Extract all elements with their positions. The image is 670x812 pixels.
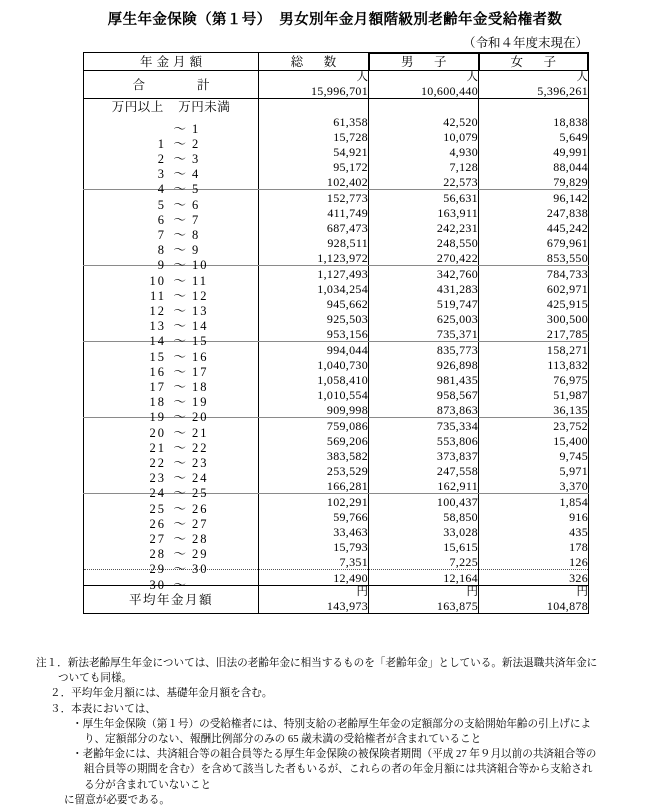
average-amount-male: 円 163,875 xyxy=(369,586,479,614)
row-total: 166,281 xyxy=(259,478,369,494)
range-lower: 28 xyxy=(149,546,166,561)
row-total: 1,040,730 xyxy=(259,357,369,372)
range-lower: 5 xyxy=(157,197,166,212)
range-tilde: 〜 xyxy=(173,546,187,561)
row-range xyxy=(84,524,259,546)
range-tilde: 〜 xyxy=(173,197,187,212)
range-lower: 6 xyxy=(157,212,166,227)
row-range xyxy=(84,387,259,409)
table-row xyxy=(84,478,589,494)
table-row xyxy=(84,296,589,311)
range-tilde: 〜 xyxy=(173,227,187,242)
range-upper: 4 xyxy=(192,166,201,181)
row-female: 247,838 xyxy=(479,205,589,220)
row-male: 735,334 xyxy=(369,418,479,434)
row-total: 925,503 xyxy=(259,311,369,326)
row-range xyxy=(84,114,259,136)
table-row xyxy=(84,174,589,190)
row-range xyxy=(84,554,259,576)
row-range xyxy=(84,433,259,455)
row-total: 1,127,493 xyxy=(259,266,369,282)
row-total: 1,058,410 xyxy=(259,372,369,387)
row-male: 10,079 xyxy=(369,129,479,144)
row-male: 4,930 xyxy=(369,144,479,159)
range-lower: 4 xyxy=(157,181,166,196)
row-range xyxy=(84,174,259,196)
row-female: 300,500 xyxy=(479,311,589,326)
range-upper: 13 xyxy=(192,303,209,318)
row-female: 15,400 xyxy=(479,433,589,448)
range-tilde: 〜 xyxy=(173,333,187,348)
table-header-row xyxy=(84,53,589,71)
range-subheader-spacer-total xyxy=(259,99,369,115)
row-range xyxy=(84,539,259,561)
range-tilde: 〜 xyxy=(173,212,187,227)
range-lower: 24 xyxy=(149,485,166,500)
row-total: 152,773 xyxy=(259,190,369,206)
range-tilde: 〜 xyxy=(173,136,187,151)
pension-statistics-table xyxy=(83,52,589,614)
range-lower: 11 xyxy=(149,288,166,303)
range-tilde: 〜 xyxy=(173,470,187,485)
row-range xyxy=(84,326,259,348)
row-total: 7,351 xyxy=(259,554,369,570)
row-male: 242,231 xyxy=(369,220,479,235)
range-subheader: 万円以上 万円未満 xyxy=(84,99,259,115)
range-upper: 6 xyxy=(192,197,201,212)
range-upper: 29 xyxy=(192,546,209,561)
row-male: 553,806 xyxy=(369,433,479,448)
range-upper: 9 xyxy=(192,242,201,257)
range-upper: 25 xyxy=(192,485,209,500)
row-male: 247,558 xyxy=(369,463,479,478)
table-row xyxy=(84,235,589,250)
row-female: 96,142 xyxy=(479,190,589,206)
note-line: ・老齢年金には、共済組合等の組合員等たる厚生年金保険の被保険者期間（平成 27 年９月以前の共済組合等の xyxy=(72,749,597,761)
table-row xyxy=(84,205,589,220)
table-row xyxy=(84,448,589,463)
range-lower: 30 xyxy=(149,577,166,592)
row-range xyxy=(84,144,259,166)
row-male: 342,760 xyxy=(369,266,479,282)
table-row xyxy=(84,463,589,478)
row-female: 126 xyxy=(479,554,589,570)
range-lower: 3 xyxy=(157,166,166,181)
header-female: 女 子 xyxy=(479,53,589,71)
row-female: 602,971 xyxy=(479,281,589,296)
row-male: 42,520 xyxy=(369,114,479,129)
note-line: ３．本表においては、 xyxy=(50,703,156,715)
as-of-date: （令和４年度末現在） xyxy=(462,36,588,50)
range-tilde: 〜 xyxy=(173,273,187,288)
row-range xyxy=(84,418,259,440)
range-tilde: 〜 xyxy=(173,121,187,136)
row-male: 56,631 xyxy=(369,190,479,206)
range-tilde: 〜 xyxy=(173,257,187,272)
row-range xyxy=(84,463,259,485)
range-upper: 10 xyxy=(192,257,209,272)
row-male: 981,435 xyxy=(369,372,479,387)
range-tilde: 〜 xyxy=(173,288,187,303)
range-lower: 7 xyxy=(157,227,166,242)
table-total-row xyxy=(84,71,589,99)
row-female: 88,044 xyxy=(479,159,589,174)
range-tilde: 〜 xyxy=(173,425,187,440)
row-female: 36,135 xyxy=(479,402,589,418)
row-range xyxy=(84,478,259,500)
note-line: り、定額部分のない、報酬比例部分のみの 65 歳未満の受給権者が含まれていること xyxy=(84,734,482,746)
range-lower: 26 xyxy=(149,516,166,531)
row-total: 411,749 xyxy=(259,205,369,220)
row-total: 102,291 xyxy=(259,494,369,510)
range-upper: 5 xyxy=(192,181,201,196)
row-male: 22,573 xyxy=(369,174,479,190)
row-male: 519,747 xyxy=(369,296,479,311)
range-lower: 23 xyxy=(149,470,166,485)
row-total: 1,034,254 xyxy=(259,281,369,296)
row-male: 58,850 xyxy=(369,509,479,524)
row-range xyxy=(84,159,259,181)
row-range xyxy=(84,372,259,394)
statistics-table-container xyxy=(83,52,588,614)
range-upper: 30 xyxy=(192,561,209,576)
range-tilde: 〜 xyxy=(173,455,187,470)
range-lower: 16 xyxy=(149,364,166,379)
range-upper: 15 xyxy=(192,333,209,348)
row-range xyxy=(84,190,259,212)
page-title: 厚生年金保険（第１号） 男女別年金月額階級別老齢年金受給権者数 xyxy=(107,12,563,28)
row-female: 79,829 xyxy=(479,174,589,190)
footnotes xyxy=(36,656,646,808)
range-lower: 10 xyxy=(149,273,166,288)
range-tilde: 〜 xyxy=(173,516,187,531)
table-row xyxy=(84,144,589,159)
range-lower: 21 xyxy=(149,440,166,455)
range-upper: 17 xyxy=(192,364,209,379)
range-subheader-spacer-male xyxy=(369,99,479,115)
row-total: 569,206 xyxy=(259,433,369,448)
row-female: 435 xyxy=(479,524,589,539)
range-subheader-spacer-female xyxy=(479,99,589,115)
table-row xyxy=(84,114,589,129)
total-label: 合 計 xyxy=(84,71,259,99)
row-range xyxy=(84,448,259,470)
average-amount-female: 円 104,878 xyxy=(479,586,589,614)
row-male: 835,773 xyxy=(369,342,479,358)
note-line: ついても同様。 xyxy=(58,673,133,685)
range-lower: 18 xyxy=(149,394,166,409)
row-total: 253,529 xyxy=(259,463,369,478)
range-tilde: 〜 xyxy=(173,409,187,424)
range-lower: 15 xyxy=(149,349,166,364)
range-tilde: 〜 xyxy=(173,440,187,455)
row-range xyxy=(84,281,259,303)
table-row xyxy=(84,402,589,418)
row-male: 873,863 xyxy=(369,402,479,418)
row-female: 178 xyxy=(479,539,589,554)
row-female: 916 xyxy=(479,509,589,524)
table-row xyxy=(84,418,589,434)
row-male: 270,422 xyxy=(369,250,479,266)
range-tilde: 〜 xyxy=(173,242,187,257)
row-female: 76,975 xyxy=(479,372,589,387)
row-female: 23,752 xyxy=(479,418,589,434)
row-total: 15,793 xyxy=(259,539,369,554)
row-male: 735,371 xyxy=(369,326,479,342)
range-tilde: 〜 xyxy=(173,151,187,166)
range-upper: 19 xyxy=(192,394,209,409)
row-total: 61,358 xyxy=(259,114,369,129)
row-female: 49,991 xyxy=(479,144,589,159)
note-line: る分が含まれていないこと xyxy=(84,779,212,791)
range-lower: 2 xyxy=(157,151,166,166)
table-row xyxy=(84,494,589,510)
table-row xyxy=(84,509,589,524)
table-row xyxy=(84,554,589,570)
row-total: 1,123,972 xyxy=(259,250,369,266)
range-upper: 28 xyxy=(192,531,209,546)
row-female: 113,832 xyxy=(479,357,589,372)
range-lower: 29 xyxy=(149,561,166,576)
row-male: 373,837 xyxy=(369,448,479,463)
range-upper: 24 xyxy=(192,470,209,485)
row-total: 994,044 xyxy=(259,342,369,358)
row-male: 958,567 xyxy=(369,387,479,402)
table-row xyxy=(84,281,589,296)
row-total: 102,402 xyxy=(259,174,369,190)
range-tilde: 〜 xyxy=(173,318,187,333)
row-range xyxy=(84,220,259,242)
note-line: 注１．新法老齢厚生年金については、旧法の老齢年金に相当するものを「老齢年金」としている。新法退職共済年金に xyxy=(36,658,598,669)
row-male: 431,283 xyxy=(369,281,479,296)
range-tilde: 〜 xyxy=(173,379,187,394)
range-tilde: 〜 xyxy=(173,531,187,546)
range-lower: 20 xyxy=(149,425,166,440)
total-count-male: 人 10,600,440 xyxy=(369,71,479,99)
note-line: に留意が必要である。 xyxy=(64,794,170,806)
range-upper: 26 xyxy=(192,501,209,516)
row-female: 784,733 xyxy=(479,266,589,282)
row-female: 425,915 xyxy=(479,296,589,311)
range-upper: 1 xyxy=(192,121,201,136)
range-upper: 11 xyxy=(192,273,209,288)
row-total: 945,662 xyxy=(259,296,369,311)
row-range xyxy=(84,311,259,333)
range-upper: 14 xyxy=(192,318,209,333)
row-total: 928,511 xyxy=(259,235,369,250)
row-male: 33,028 xyxy=(369,524,479,539)
table-row xyxy=(84,326,589,342)
range-lower: 17 xyxy=(149,379,166,394)
table-row xyxy=(84,159,589,174)
row-male: 7,225 xyxy=(369,554,479,570)
table-row xyxy=(84,372,589,387)
row-female: 51,987 xyxy=(479,387,589,402)
row-male: 12,164 xyxy=(369,570,479,586)
row-total: 687,473 xyxy=(259,220,369,235)
table-row xyxy=(84,190,589,206)
row-range xyxy=(84,235,259,257)
range-lower: 14 xyxy=(149,333,166,348)
range-tilde: 〜 xyxy=(173,394,187,409)
row-female: 9,745 xyxy=(479,448,589,463)
row-female: 326 xyxy=(479,570,589,586)
table-row xyxy=(84,357,589,372)
row-female: 1,854 xyxy=(479,494,589,510)
range-tilde: 〜 xyxy=(173,485,187,500)
row-female: 445,242 xyxy=(479,220,589,235)
row-female: 158,271 xyxy=(479,342,589,358)
table-row xyxy=(84,387,589,402)
row-total: 15,728 xyxy=(259,129,369,144)
range-lower: 13 xyxy=(149,318,166,333)
range-lower: 9 xyxy=(157,257,166,272)
range-upper: 27 xyxy=(192,516,209,531)
range-tilde: 〜 xyxy=(173,577,187,592)
row-male: 100,437 xyxy=(369,494,479,510)
note-line: ・厚生年金保険（第１号）の受給権者には、特別支給の老齢厚生年金の定額部分の支給開始年齢の引上げによ xyxy=(72,718,592,730)
table-row xyxy=(84,342,589,358)
range-lower: 8 xyxy=(157,242,166,257)
range-upper: 23 xyxy=(192,455,209,470)
row-male: 625,003 xyxy=(369,311,479,326)
range-upper: 12 xyxy=(192,288,209,303)
range-tilde: 〜 xyxy=(173,166,187,181)
note-line: ２．平均年金月額には、基礎年金月額を含む。 xyxy=(50,688,273,700)
range-tilde: 〜 xyxy=(173,303,187,318)
range-upper: 8 xyxy=(192,227,201,242)
note-line: 組合員等の期間を含む）を含めて該当した者もいるが、これらの者の年金月額には共済組合等から支給され xyxy=(84,764,593,776)
table-row xyxy=(84,539,589,554)
range-lower: 27 xyxy=(149,531,166,546)
range-upper: 22 xyxy=(192,440,209,455)
row-male: 7,128 xyxy=(369,159,479,174)
range-upper: 20 xyxy=(192,409,209,424)
row-female: 3,370 xyxy=(479,478,589,494)
range-upper: 3 xyxy=(192,151,201,166)
row-range xyxy=(84,494,259,516)
row-male: 926,898 xyxy=(369,357,479,372)
row-total: 383,582 xyxy=(259,448,369,463)
row-total: 909,998 xyxy=(259,402,369,418)
row-range xyxy=(84,250,259,272)
row-range xyxy=(84,266,259,288)
range-upper: 7 xyxy=(192,212,201,227)
row-range xyxy=(84,342,259,364)
row-range xyxy=(84,296,259,318)
range-lower: 22 xyxy=(149,455,166,470)
row-male: 163,911 xyxy=(369,205,479,220)
table-row xyxy=(84,220,589,235)
table-row xyxy=(84,129,589,144)
range-tilde: 〜 xyxy=(173,364,187,379)
range-upper: 16 xyxy=(192,349,209,364)
table-row xyxy=(84,433,589,448)
table-row xyxy=(84,524,589,539)
table-row xyxy=(84,250,589,266)
range-lower: 12 xyxy=(149,303,166,318)
header-total: 総 数 xyxy=(259,53,369,71)
range-tilde: 〜 xyxy=(173,349,187,364)
table-row xyxy=(84,570,589,586)
row-range xyxy=(84,357,259,379)
total-count-female: 人 5,396,261 xyxy=(479,71,589,99)
range-lower: 25 xyxy=(149,501,166,516)
range-subheader-row xyxy=(84,99,589,115)
header-pension-amount: 年金月額 xyxy=(84,53,259,71)
row-range xyxy=(84,129,259,151)
row-range xyxy=(84,402,259,424)
row-male: 15,615 xyxy=(369,539,479,554)
range-lower: 19 xyxy=(149,409,166,424)
table-row xyxy=(84,266,589,282)
table-row xyxy=(84,311,589,326)
range-tilde: 〜 xyxy=(173,181,187,196)
range-lower: 1 xyxy=(157,136,166,151)
range-upper: 18 xyxy=(192,379,209,394)
row-total: 33,463 xyxy=(259,524,369,539)
range-tilde: 〜 xyxy=(173,561,187,576)
row-range xyxy=(84,570,259,592)
table-body xyxy=(84,53,589,614)
row-total: 12,490 xyxy=(259,570,369,586)
range-tilde: 〜 xyxy=(173,501,187,516)
row-female: 5,649 xyxy=(479,129,589,144)
row-female: 217,785 xyxy=(479,326,589,342)
range-upper: 21 xyxy=(192,425,209,440)
average-label: 平均年金月額 xyxy=(84,586,259,614)
row-female: 679,961 xyxy=(479,235,589,250)
row-total: 95,172 xyxy=(259,159,369,174)
average-amount-all: 円 143,973 xyxy=(259,586,369,614)
row-female: 18,838 xyxy=(479,114,589,129)
row-total: 759,086 xyxy=(259,418,369,434)
row-total: 953,156 xyxy=(259,326,369,342)
row-total: 59,766 xyxy=(259,509,369,524)
row-male: 162,911 xyxy=(369,478,479,494)
row-male: 248,550 xyxy=(369,235,479,250)
row-range xyxy=(84,205,259,227)
row-range xyxy=(84,509,259,531)
row-total: 1,010,554 xyxy=(259,387,369,402)
range-upper: 2 xyxy=(192,136,201,151)
header-male: 男 子 xyxy=(369,53,479,71)
row-total: 54,921 xyxy=(259,144,369,159)
total-count-all: 人 15,996,701 xyxy=(259,71,369,99)
row-female: 853,550 xyxy=(479,250,589,266)
row-female: 5,971 xyxy=(479,463,589,478)
